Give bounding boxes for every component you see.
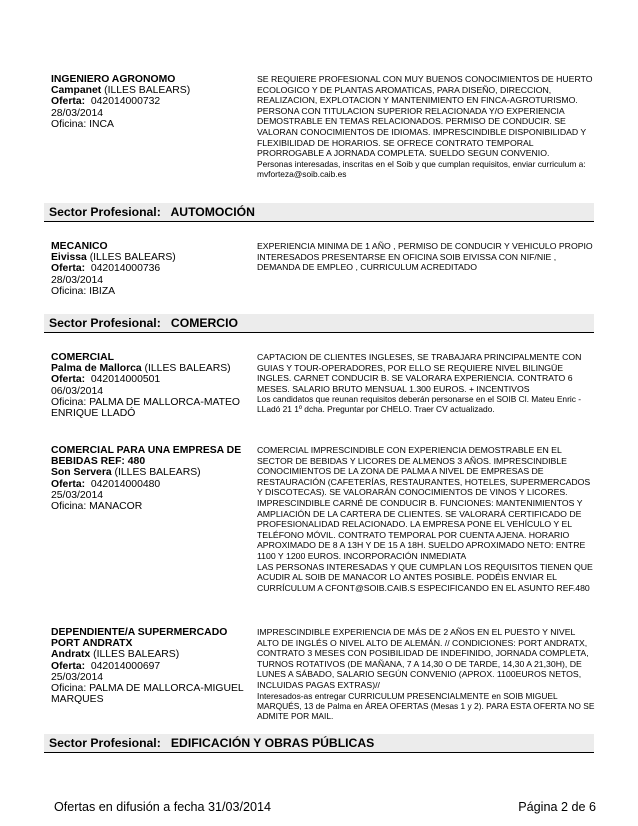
offer-value: 042014000697 [85, 660, 161, 672]
location-town: Palma de Mallorca [51, 363, 142, 375]
sector-label: Sector Profesional: [49, 316, 161, 330]
offer-number [51, 479, 249, 490]
description-text-2: INTERESADOS PRESENTARSE EN OFICINA SOIB EIVISSA CON NIF/NIE , DEMANDA DE EMPLEO , CURRICULUM ACREDITADO [257, 251, 557, 273]
offer-label: Oferta: [51, 660, 86, 672]
location-region: (ILLES BALEARS) [90, 649, 180, 661]
offer-value: 042014000732 [85, 96, 161, 108]
sector-label: Sector Profesional: [49, 736, 161, 750]
offer-summary [51, 241, 249, 297]
offer-office: Oficina: PALMA DE MALLORCA-MATEO ENRIQUE LLADÓ [51, 396, 240, 420]
contact-note: Los candidatos que reunan requisitos deberán personarse en el SOIB Cl. Mateu Enric - LLadó 21 1º dcha. Preguntar por CHELO. Traer CV actualizado. [257, 394, 582, 415]
offer-number [51, 263, 249, 274]
contact-note: Interesados-as entregar CURRICULUM PRESENCIALMENTE en SOIB MIGUEL MARQUÉS, 13 de Palma en ÁREA OFERTAS (Mesas 1 y 2). PARA ESTA OFERTA NO SE ADMITE POR MAIL. [257, 690, 595, 721]
offer-location [51, 467, 249, 478]
sector-header-edificacion [44, 734, 594, 753]
location-town: Campanet [51, 85, 102, 97]
offer-description [257, 352, 596, 414]
offer-label: Oferta: [51, 374, 86, 386]
offer-office: Oficina: PALMA DE MALLORCA-MIGUEL MARQUES [51, 683, 244, 706]
offer-label: Oferta: [51, 263, 86, 275]
offer-title: MECANICO [51, 241, 108, 252]
offer-description [257, 445, 596, 593]
offer-summary [51, 352, 249, 419]
offer-title: COMERCIAL PARA UNA EMPRESA DE BEBIDAS REF: 480 [51, 445, 242, 468]
offer-number [51, 96, 249, 107]
location-region: (ILLES BALEARS) [101, 85, 191, 97]
offer-date: 28/03/2014 [51, 107, 104, 119]
location-region: (ILLES BALEARS) [86, 252, 176, 264]
location-town: Son Servera [51, 467, 112, 479]
sector-label: Sector Profesional: [49, 205, 161, 219]
offer-number [51, 374, 249, 385]
sector-header-comercio [44, 314, 594, 333]
sector-header-automocion [44, 203, 594, 222]
description-text: COMERCIAL IMPRESCINDIBLE CON EXPERIENCIA DEMOSTRABLE EN EL SECTOR DE BEBIDAS Y LICORES DE ALMENOS 3 AÑOS. IMPRESCINDIBLE CONOCIMIENTOS DE LA ZONA DE PALMA A NIVEL DE EMPRESAS DE RESTAURACIÓN (CAFETERÍAS, RESTAURANTES, HOTELES, SUPERMERCADOS Y DISCOTECAS). SE VALORARÁN CONOCIMIENTOS DE VINOS Y LICORES. IMPRESCINDIBLE CARNÉ DE CONDUCIR B. FUNCIONES: MANTENIMIENTOS Y AMPLIACIÓN DE LA CARTERA DE CLIENTES. SE VALORARÁ CERTIFICADO DE PROFESIONALIDAD RELACIONADO. LA EMPRESA PONE EL VEHÍCULO Y EL TELÉFONO MÓVIL. CONTRATO TEMPORAL POR CUENTA AJENA. HORARIO APROXIMADO DE 8 A 13H Y DE 15 A 18H. SUELDO APROXIMADO NETO: ENTRE 1100 Y 1200 EUROS. INCORPORACIÓN INMEDIATA [257, 445, 591, 561]
offer-description [257, 627, 596, 721]
offer-description [257, 74, 596, 179]
description-text: CAPTACION DE CLIENTES INGLESES, SE TRABAJARA PRINCIPALMENTE CON GUIAS Y TOUR-OPERADORES, POR ELLO SE REQUIERE NIVEL BILINGÜE INGLES. CARNET CONDUCIR B. SE VALORARA EXPERIENCIA. CONTRATO 6 MESES. SALARIO BRUTO MENSUAL 1.300 EUROS. + INCENTIVOS [257, 352, 582, 394]
sector-name: AUTOMOCIÓN [164, 205, 255, 219]
offer-date: 25/03/2014 [51, 671, 104, 683]
page-number: Página 2 de 6 [518, 800, 596, 814]
location-town: Andratx [51, 649, 91, 661]
offer-summary [51, 74, 249, 130]
offer-description [257, 241, 596, 273]
description-text: IMPRESCINDIBLE EXPERIENCIA DE MÁS DE 2 AÑOS EN EL PUESTO Y NIVEL ALTO DE INGLÉS O NIVEL ALTO DE ALEMÁN. // CONDICIONES: PORT ANDRATX, CONTRATO 3 MESES CON POSIBILIDAD DE INDEFINIDO, JORNADA COMPLETA, TURNOS ROTATIVOS (DE MAÑANA, 7 A 14,30 O DE TARDE, 14,30 A 21,30H), DE LUNES A SÁBADO, SALARIO SEGÚN CONVENIO (APROX. 1100EUROS NETOS, INCLUIDAS PAGAS EXTRAS)// [257, 627, 589, 690]
offer-value: 042014000736 [85, 263, 161, 275]
offer-label: Oferta: [51, 478, 86, 490]
offer-date: 25/03/2014 [51, 489, 104, 501]
offer-title: COMERCIAL [51, 352, 114, 363]
offer-location [51, 649, 249, 660]
location-region: (ILLES BALEARS) [141, 363, 231, 375]
offer-label: Oferta: [51, 96, 86, 108]
description-text-2: LAS PERSONAS INTERESADAS Y QUE CUMPLAN LOS REQUISITOS TIENEN QUE ACUDIR AL SOIB DE MANACOR LO ANTES POSIBLE. PODÉIS ENVIAR EL CURRÍCULUM A CFONT@SOIB.CAIB.S ESPECIFICANDO EN EL ASUNTO REF.480 [257, 561, 593, 593]
offer-date: 06/03/2014 [51, 385, 104, 397]
footer-date-text: Ofertas en difusión a fecha 31/03/2014 [54, 800, 272, 814]
sector-name: EDIFICACIÓN Y OBRAS PÚBLICAS [164, 736, 375, 750]
offer-location [51, 252, 249, 263]
offer-value: 042014000501 [85, 374, 161, 386]
location-town: Eivissa [51, 252, 87, 264]
offer-office: Oficina: INCA [51, 118, 114, 130]
offer-summary [51, 627, 249, 705]
description-text: SE REQUIERE PROFESIONAL CON MUY BUENOS CONOCIMIENTOS DE HUERTO ECOLOGICO Y DE PLANTAS AROMATICAS, PARA DISEÑO, DIRECCION, REALIZACION, EXPLOTACION Y MANTENIMIENTO EN FINCA-AGROTURISMO. PERSONA CON TITULACION SUPERIOR RELACIONADA Y/O EXPERIENCIA DEMOSTRABLE EN TEMAS RELACIONADOS. PERMISO DE CONDUCIR. SE VALORAN CONOCIMIENTOS DE IDIOMAS. IMPRESCINDIBLE DISPONIBILIDAD Y FLEXIBILIDAD DE HORARIOS. SE OFRECE CONTRATO TEMPORAL PRORROGABLE A JORNADA COMPLETA. SUELDO SEGUN CONVENIO. [257, 74, 593, 159]
contact-note: Personas interesadas, inscritas en el Soib y que cumplan requisitos, enviar curriculum a: mvforteza@soib.caib.es [257, 158, 586, 179]
description-text: EXPERIENCIA MINIMA DE 1 AÑO , PERMISO DE CONDUCIR Y VEHICULO PROPIO [257, 241, 593, 251]
sector-name: COMERCIO [164, 316, 238, 330]
offer-date: 28/03/2014 [51, 274, 104, 286]
offer-title: INGENIERO AGRONOMO [51, 74, 176, 85]
offer-number [51, 661, 249, 672]
offer-location [51, 85, 249, 96]
offer-value: 042014000480 [85, 478, 161, 490]
offer-office: Oficina: IBIZA [51, 285, 116, 297]
offer-office: Oficina: MANACOR [51, 501, 143, 513]
offer-location [51, 363, 249, 374]
offer-title: DEPENDIENTE/A SUPERMERCADO PORT ANDRATX [51, 627, 228, 650]
offer-summary [51, 445, 249, 512]
location-region: (ILLES BALEARS) [111, 467, 201, 479]
